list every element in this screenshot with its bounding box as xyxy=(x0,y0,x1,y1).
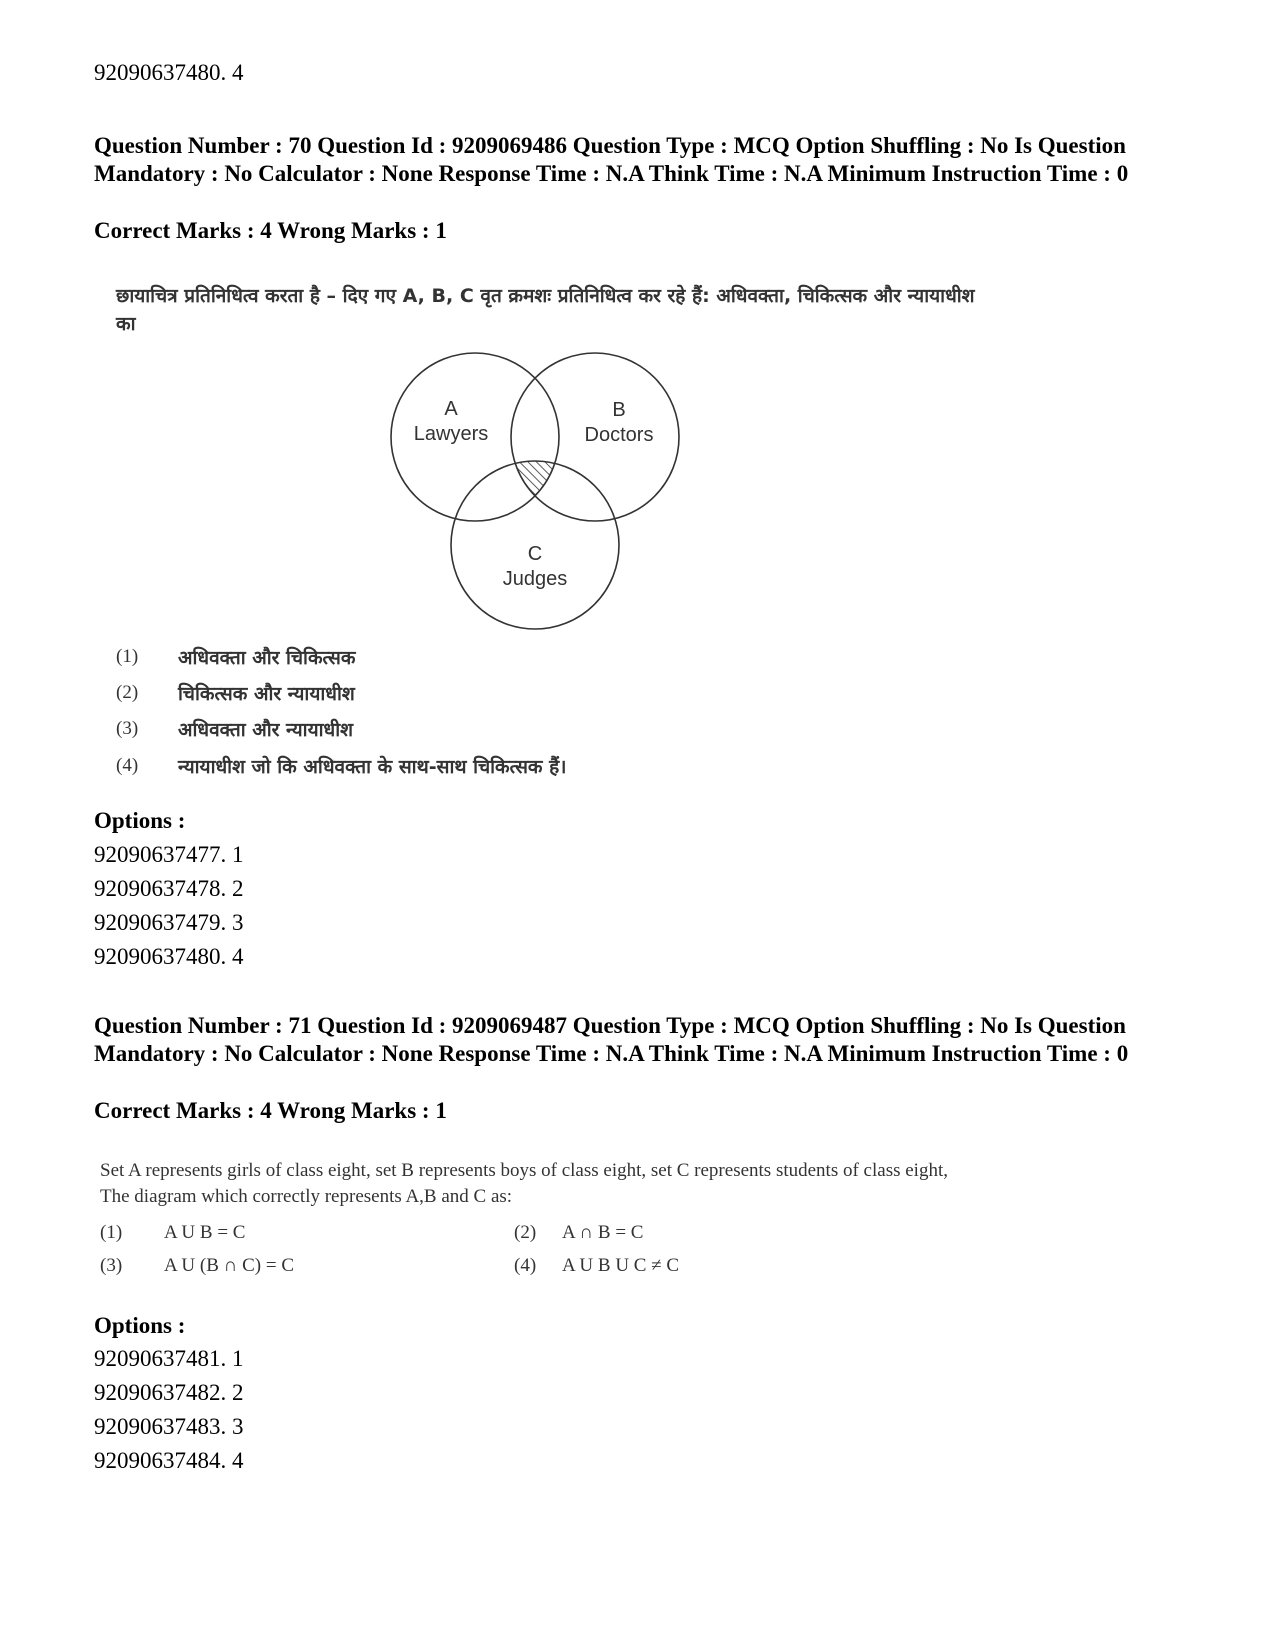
q71-options-list xyxy=(94,1342,244,1478)
q70-choice-num: (2) xyxy=(116,682,139,703)
q71-choice-text: A U B U C ≠ C xyxy=(562,1255,680,1276)
q71-choice-text: A U B = C xyxy=(164,1222,246,1243)
q70-choice-num: (4) xyxy=(116,755,139,776)
q70-marks: Correct Marks : 4 Wrong Marks : 1 xyxy=(94,218,447,243)
option-line: 92090637484. 4 xyxy=(94,1448,244,1473)
option-line: 92090637482. 2 xyxy=(94,1380,244,1405)
circle-a-label: Lawyers xyxy=(413,423,489,445)
q70-choice-text: न्यायाधीश जो कि अधिवक्ता के साथ-साथ चिकित्सक हैं। xyxy=(178,756,567,778)
circle-c-label: Judges xyxy=(502,568,568,590)
q71-question-text: Set A represents girls of class eight, set B represents boys of class eight, set C represents students of class eight, The diagram which correctly represents A,B and C as: xyxy=(100,1160,948,1207)
q71-choice-text: A U (B ∩ C) = C xyxy=(164,1255,295,1276)
q70-choice-num: (3) xyxy=(116,718,139,739)
option-line: 92090637481. 1 xyxy=(94,1346,244,1371)
q70-choice-text: चिकित्सक और न्यायाधीश xyxy=(178,683,355,705)
option-line: 92090637483. 3 xyxy=(94,1414,244,1439)
q71-choice-num: (2) xyxy=(514,1222,537,1243)
option-line: 92090637479. 3 xyxy=(94,910,244,935)
circle-c-letter: C xyxy=(527,543,543,565)
option-line: 92090637478. 2 xyxy=(94,876,244,901)
q70-choice-num: (1) xyxy=(116,646,139,667)
circle-b-label: Doctors xyxy=(584,424,654,446)
q71-options-title: Options : xyxy=(94,1313,186,1338)
q70-options-title: Options : xyxy=(94,808,186,833)
q71-choice-num: (4) xyxy=(514,1255,537,1276)
venn-diagram xyxy=(385,345,685,635)
q71-marks: Correct Marks : 4 Wrong Marks : 1 xyxy=(94,1098,447,1123)
q71-choice-num: (1) xyxy=(100,1222,123,1243)
prev-option-line: 92090637480. 4 xyxy=(94,60,244,85)
circle-a-letter: A xyxy=(444,398,458,420)
q70-choice-text: अधिवक्ता और चिकित्सक xyxy=(178,647,356,669)
q71-header: Question Number : 71 Question Id : 9209069487 Question Type : MCQ Option Shuffling : No Is Question Mandatory : No Calculator : None Response Time : N.A Think Time : N.A Minimum Instruction Time : 0 xyxy=(94,1013,1129,1066)
option-line: 92090637477. 1 xyxy=(94,842,244,867)
q70-question-text: छायाचित्र प्रतिनिधित्व करता है – दिए गए A, B, C वृत क्रमशः प्रतिनिधित्व कर रहे हैं: अधिवक्ता, चिकित्सक और न्यायाधीश का xyxy=(116,285,975,335)
option-line: 92090637480. 4 xyxy=(94,944,244,969)
q71-choice-text: A ∩ B = C xyxy=(562,1222,644,1243)
q70-choice-text: अधिवक्ता और न्यायाधीश xyxy=(178,719,354,741)
q70-options-list xyxy=(94,838,244,974)
circle-b-letter: B xyxy=(612,399,626,421)
q70-header: Question Number : 70 Question Id : 9209069486 Question Type : MCQ Option Shuffling : No Is Question Mandatory : No Calculator : None Response Time : N.A Think Time : N.A Minimum Instruction Time : 0 xyxy=(94,133,1129,186)
q71-choice-num: (3) xyxy=(100,1255,123,1276)
